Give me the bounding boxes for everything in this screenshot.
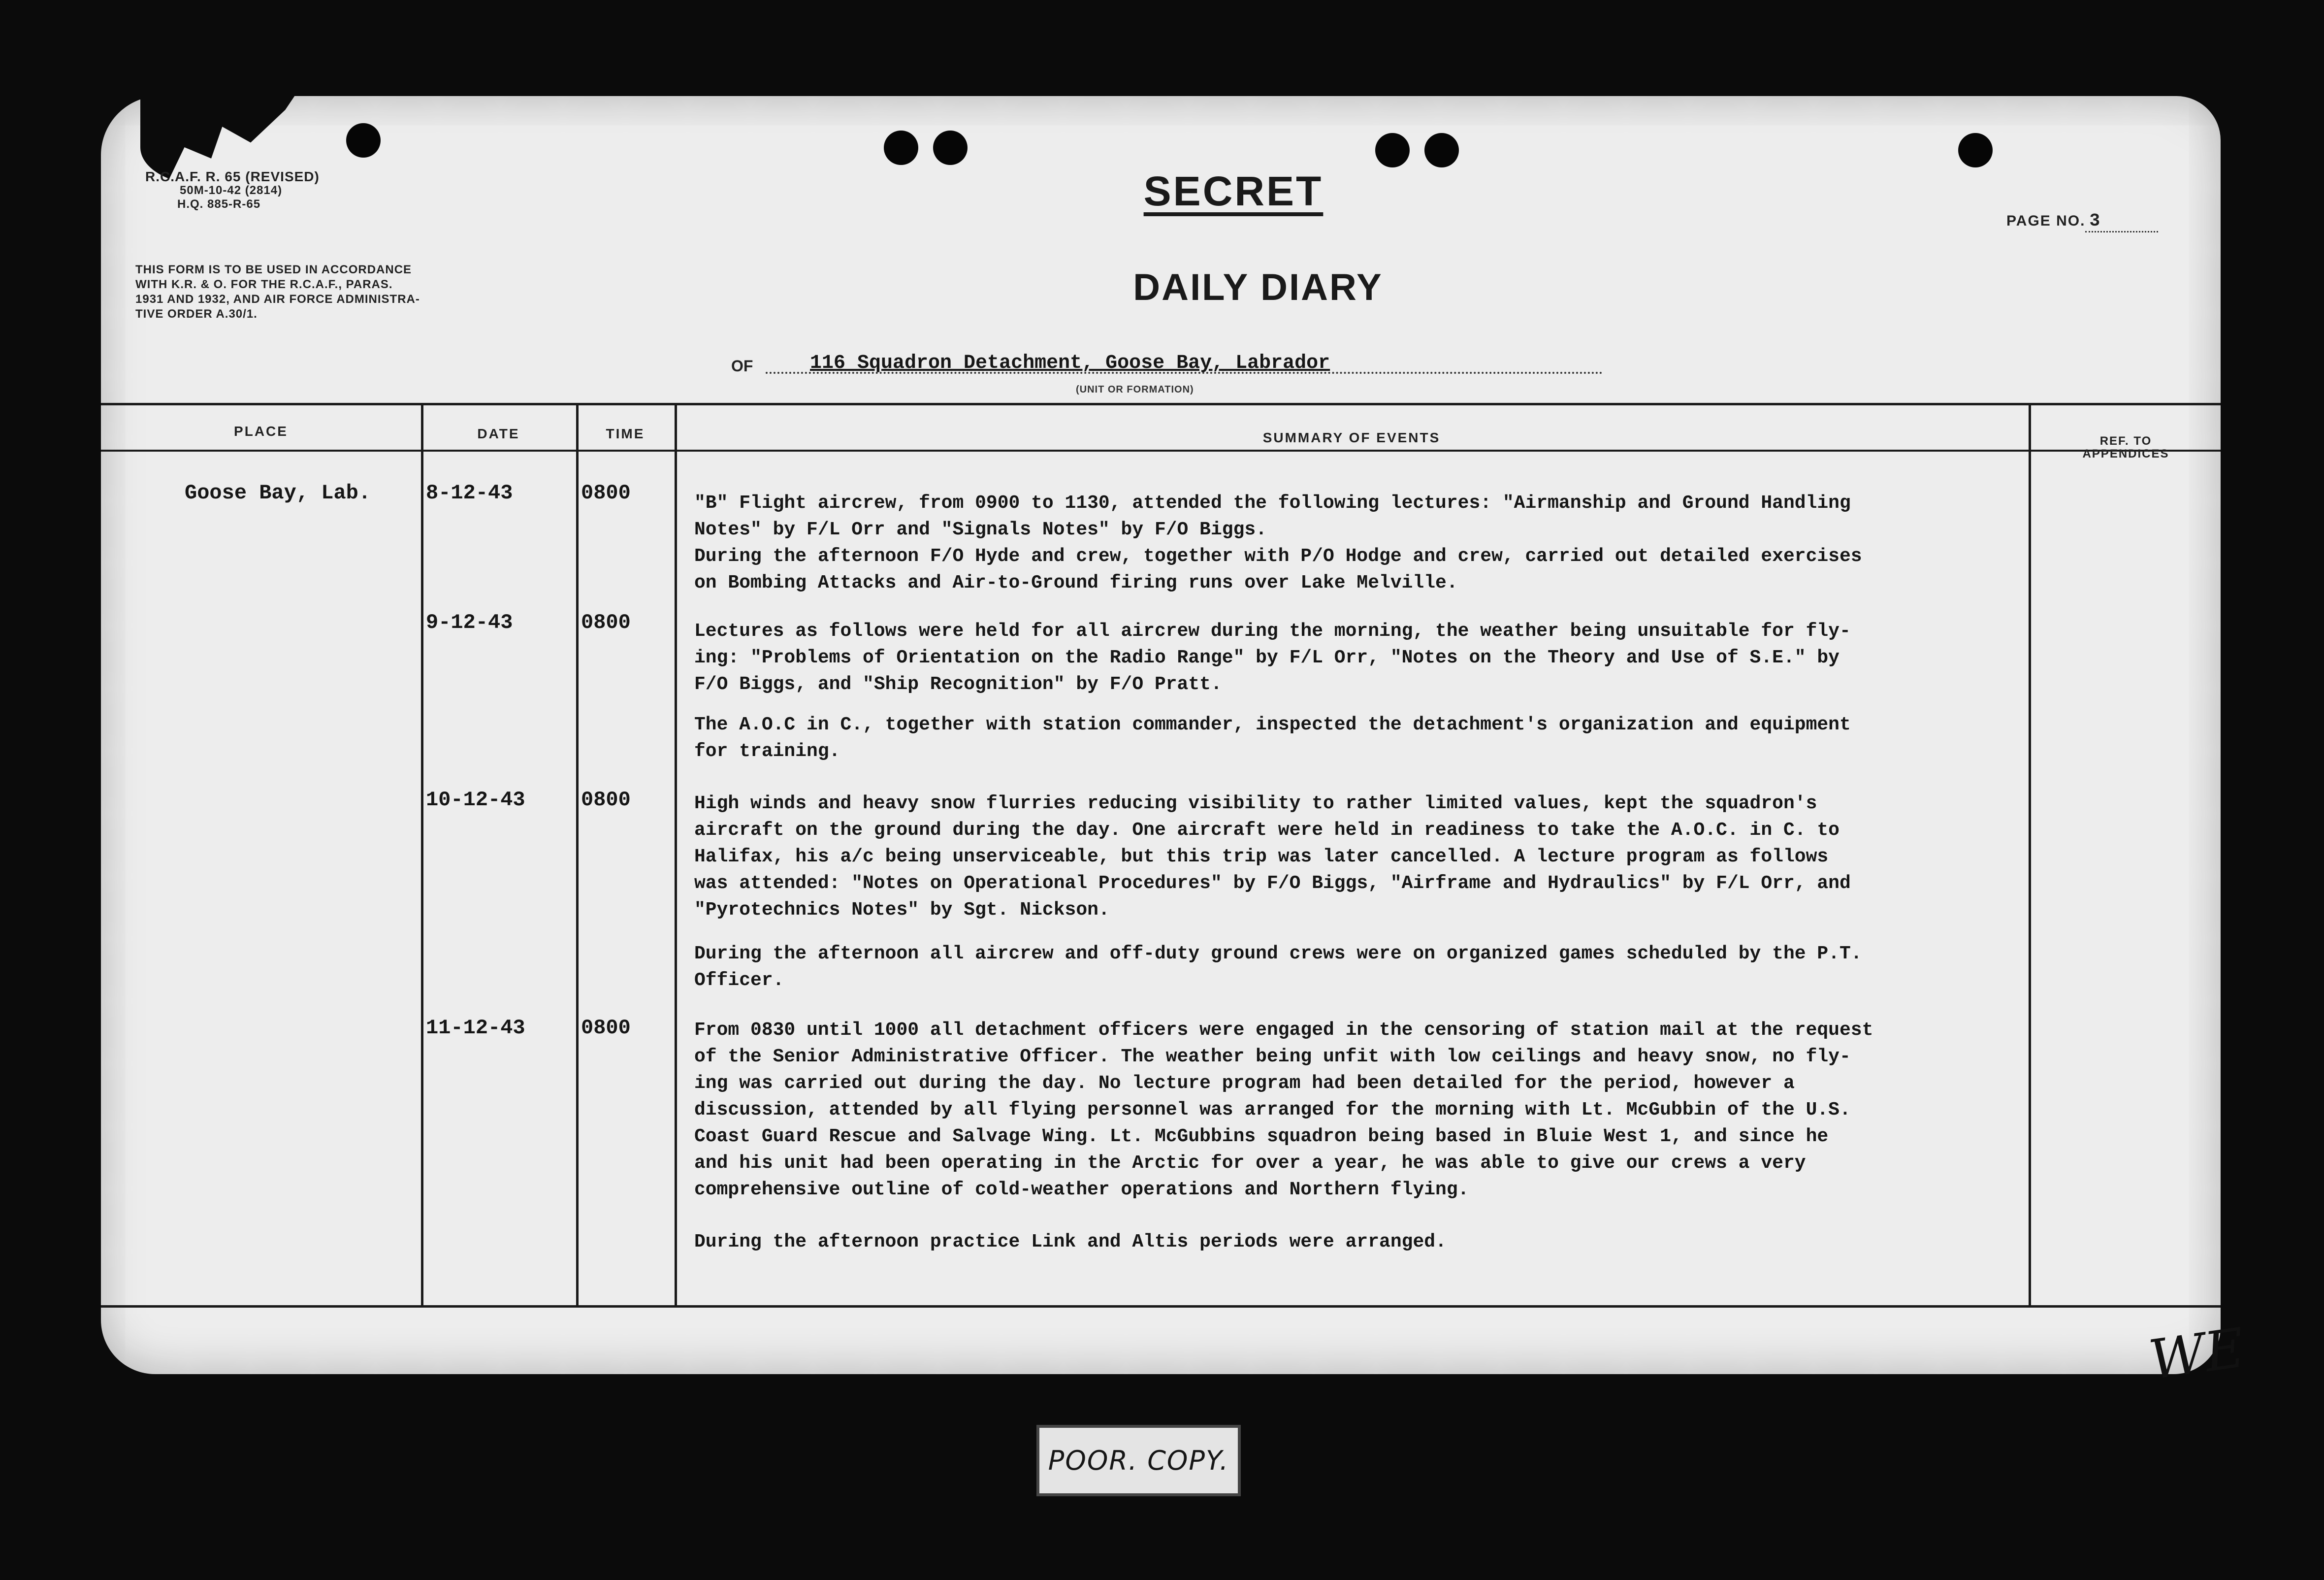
punch-hole bbox=[884, 131, 918, 165]
page-number: PAGE NO. 3 bbox=[2006, 211, 2158, 232]
entry-time: 0800 bbox=[581, 788, 631, 812]
punch-hole bbox=[1424, 133, 1459, 167]
entry-summary: From 0830 until 1000 all detachment officers were engaged in the censoring of station mail at the request of the Senior Administrative Officer. The weather being unfit with low ceilings and heavy snow, no fly- ing was carried out during the day. No lecture program had been detailed for the period, however a discussion, attended by all flying personnel was arranged for the morning with Lt. McGubbin of the U.S. Coast Guard Rescue and Salvage Wing. Lt. McGubbins squadron being based in Bluie West 1, and since he and his unit had been operating in the Arctic for over a year, he was able to give our crews a very comprehensive outline of cold-weather operations and Northern flying. bbox=[694, 1020, 1873, 1200]
col-divider-date-time bbox=[576, 403, 579, 1308]
punch-hole bbox=[1375, 133, 1410, 167]
entry-summary: High winds and heavy snow flurries reducing visibility to rather limited values, kept the squadron's aircraft on the ground during the day. One aircraft were held in readiness to take the A.O.C. in C. to Halifax, his a/c being unserviceable, but this trip was later cancelled. A lecture program as follows was attended: "Notes on Operational Procedures" by F/O Biggs, "Airframe and Hydraulics" by F/L Orr, and "Pyrotechnics Notes" by Sgt. Nickson. bbox=[694, 793, 1851, 921]
header-date: DATE bbox=[477, 426, 520, 441]
header-summary: SUMMARY OF EVENTS bbox=[1262, 430, 1441, 445]
classification-heading: SECRET bbox=[1143, 168, 1323, 214]
header-time: TIME bbox=[606, 426, 645, 441]
initials-signature: WE bbox=[2145, 1316, 2249, 1392]
form-identifier: R.C.A.F. R. 65 (REVISED) 50M-10-42 (2814) H.Q. 885-R-65 bbox=[145, 169, 320, 211]
entry-summary-paragraph: During the afternoon practice Link and Altis periods were arranged. bbox=[694, 1231, 1447, 1252]
place-cell: Goose Bay, Lab. bbox=[185, 481, 371, 505]
col-divider-summary-ref bbox=[2029, 403, 2031, 1308]
header-rule bbox=[101, 450, 2221, 452]
unit-name: 116 Squadron Detachment, Goose Bay, Labrador bbox=[810, 352, 1330, 374]
entry-summary-paragraph: The A.O.C in C., together with station commander, inspected the detachment's organization and equipment for training. bbox=[694, 714, 1851, 762]
page-title: DAILY DIARY bbox=[1133, 266, 1383, 308]
punch-hole bbox=[933, 131, 968, 165]
table-bottom-rule bbox=[101, 1305, 2221, 1308]
punch-hole bbox=[1958, 133, 1993, 167]
entry-summary: "B" Flight aircrew, from 0900 to 1130, attended the following lectures: "Airmanship and Ground Handling Notes" by F/L Orr and "Signals Notes" by F/O Biggs. During the afternoon F/O Hyde and crew, together with P/O Hodge and crew, carried out detailed exercises on Bombing Attacks and Air-to-Ground firing runs over Lake Melville. bbox=[694, 493, 1862, 593]
entry-time: 0800 bbox=[581, 611, 631, 634]
header-place: PLACE bbox=[234, 424, 288, 439]
col-divider-place-date bbox=[421, 403, 423, 1308]
entry-date: 9-12-43 bbox=[426, 611, 513, 634]
page-number-value: 3 bbox=[2085, 211, 2158, 232]
entry-date: 10-12-43 bbox=[426, 788, 525, 812]
col-divider-time-summary bbox=[675, 403, 677, 1308]
entry-summary: Lectures as follows were held for all aircrew during the morning, the weather being unsuitable for fly- ing: "Problems of Orientation on the Radio Range" by F/L Orr, "Notes on the Theory and Use of S.E." by F/O Biggs, and "Ship Recognition" by F/O Pratt. bbox=[694, 621, 1851, 695]
unit-label: OF bbox=[731, 357, 753, 375]
unit-caption: (UNIT OR FORMATION) bbox=[1076, 384, 1194, 395]
poor-copy-stamp: POOR. COPY. bbox=[1036, 1425, 1241, 1496]
punch-hole bbox=[346, 123, 381, 158]
entry-time: 0800 bbox=[581, 481, 631, 505]
entry-date: 8-12-43 bbox=[426, 481, 513, 505]
diary-sheet bbox=[101, 96, 2249, 1392]
entry-summary-paragraph: During the afternoon all aircrew and off-duty ground crews were on organized games scheduled by the P.T. Officer. bbox=[694, 943, 1862, 991]
entry-time: 0800 bbox=[581, 1016, 631, 1040]
entry-date: 11-12-43 bbox=[426, 1016, 525, 1040]
table-top-rule bbox=[101, 403, 2221, 405]
header-ref: REF. TO APPENDICES bbox=[2082, 434, 2169, 461]
usage-notice: THIS FORM IS TO BE USED IN ACCORDANCE WITH K.R. & O. FOR THE R.C.A.F., PARAS. 1931 AND 1932, AND AIR FORCE ADMINISTRA- TIVE ORDER A.30/1. bbox=[135, 263, 420, 321]
